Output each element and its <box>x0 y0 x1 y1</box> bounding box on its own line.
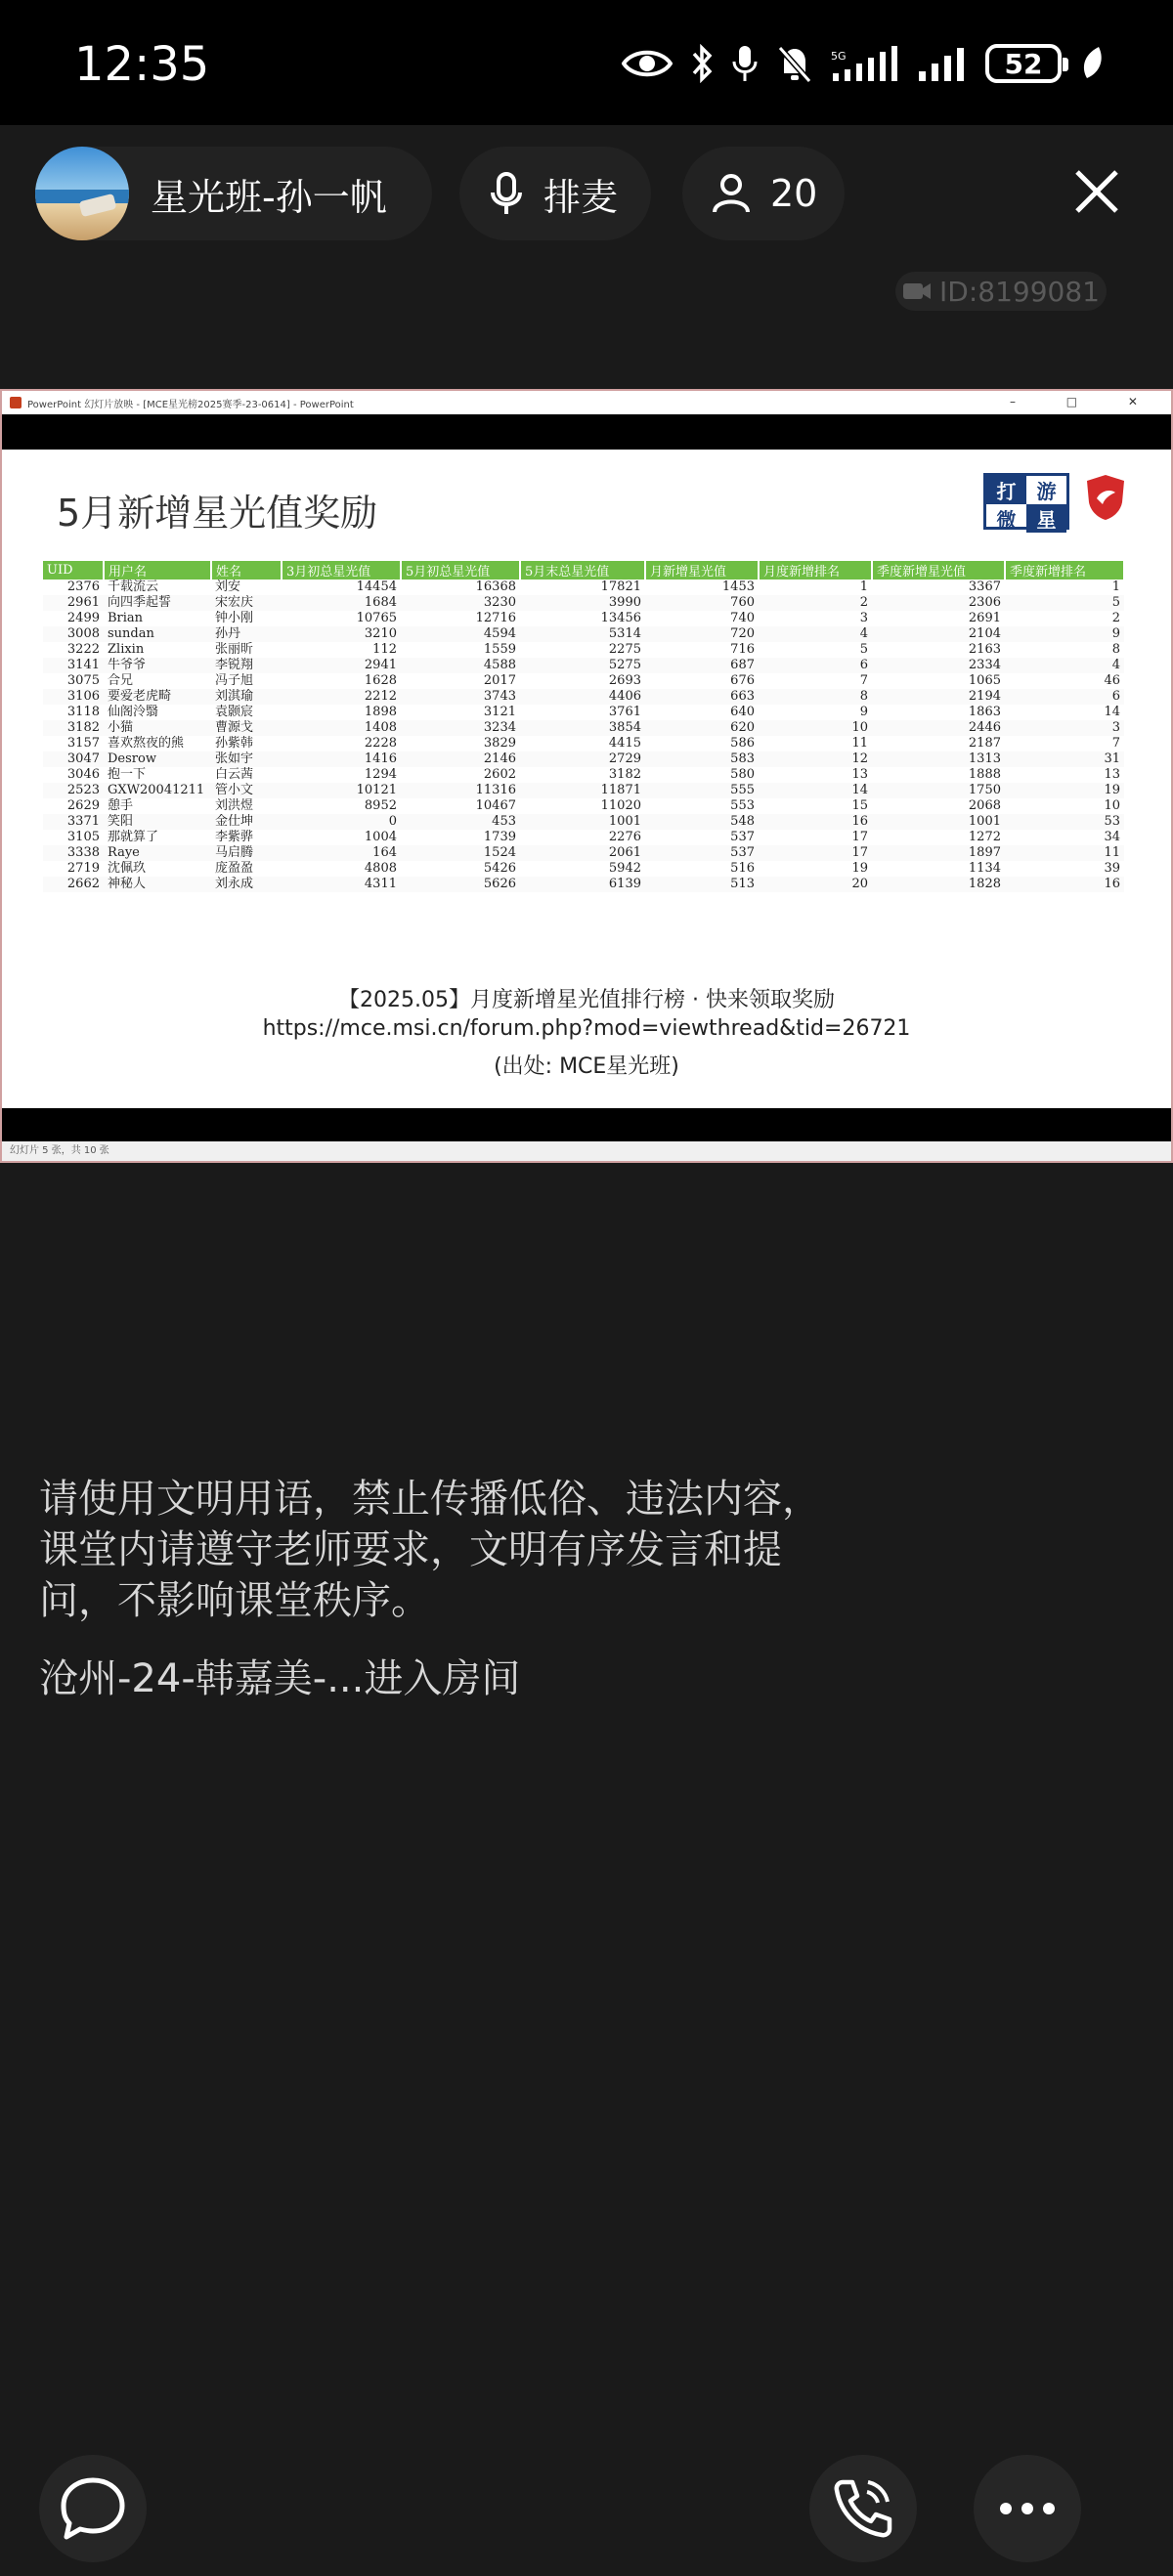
table-cell: 2961 <box>43 595 104 611</box>
table-cell: 1888 <box>968 767 1001 782</box>
table-cell: 2334 <box>872 658 1005 673</box>
table-cell: 牛爷爷 <box>104 658 211 673</box>
host-name: 星光班-孙一帆 <box>151 175 387 219</box>
table-cell: 19 <box>1005 783 1124 798</box>
table-cell: 11 <box>1005 845 1124 861</box>
table-cell: 2163 <box>968 642 1001 657</box>
table-cell: 孙紫韩 <box>215 736 254 751</box>
column-header: 季度新增排名 <box>1005 561 1124 580</box>
table-cell: 8 <box>1111 642 1120 657</box>
table-cell: 640 <box>730 705 755 719</box>
letterbox-bottom <box>2 1108 1171 1145</box>
caption-title: 【2025.05】月度新增星光值排行榜 · 快来领取奖励 <box>338 988 835 1012</box>
table-cell: 12 <box>759 751 872 767</box>
table-cell: 1739 <box>483 830 516 844</box>
table-cell: 14 <box>1104 705 1120 719</box>
table-cell: 2228 <box>364 736 397 751</box>
table-cell: 716 <box>730 642 755 657</box>
signal-icon <box>831 46 899 81</box>
table-cell: 17821 <box>600 580 641 594</box>
table-cell: 马启腾 <box>211 845 282 861</box>
table-cell: 3854 <box>520 720 645 736</box>
table-body <box>43 580 1124 892</box>
table-cell: 3047 <box>43 751 104 767</box>
mic-icon <box>489 171 524 216</box>
table-cell: 1134 <box>968 861 1001 876</box>
table-cell: 17 <box>851 830 868 844</box>
table-cell: 1 <box>1111 580 1120 594</box>
table-cell: 583 <box>645 751 759 767</box>
table-cell: Zlixin <box>108 642 145 657</box>
table-cell: 张如宇 <box>211 751 282 767</box>
table-cell: 4415 <box>608 736 641 751</box>
table-row <box>43 736 1124 751</box>
slide <box>2 450 1171 1108</box>
audience-count-button[interactable] <box>682 147 845 240</box>
table-cell: 李锐翔 <box>211 658 282 673</box>
table-row <box>43 798 1124 814</box>
table-cell: 46 <box>1104 673 1120 688</box>
table-row <box>43 626 1124 642</box>
table-cell: 2662 <box>43 877 104 892</box>
table-cell: 4 <box>1005 658 1124 673</box>
table-cell: 10 <box>1104 798 1120 813</box>
column-header: 月新增星光值 <box>645 561 759 580</box>
shared-screen[interactable] <box>0 389 1173 1163</box>
table-cell: 3990 <box>520 595 645 611</box>
table-cell: 2146 <box>401 751 520 767</box>
table-row <box>43 845 1124 861</box>
table-cell: 513 <box>645 877 759 892</box>
ppt-window-title: PowerPoint 幻灯片放映 - [MCE星光榜2025赛季-23-0614] - PowerPoint <box>27 399 354 410</box>
column-header: 用户名 <box>104 561 211 580</box>
table-cell: 4588 <box>401 658 520 673</box>
table-cell: 1313 <box>872 751 1005 767</box>
table-cell: 1559 <box>483 642 516 657</box>
table-cell: 3106 <box>43 689 104 705</box>
table-cell: 6 <box>1005 689 1124 705</box>
table-cell: 千载流云 <box>108 580 159 594</box>
table-cell: 合兄 <box>108 673 134 688</box>
table-cell: 2187 <box>968 736 1001 751</box>
table-cell: 曹源戈 <box>211 720 282 736</box>
table-cell: 3371 <box>43 814 104 830</box>
mic-queue-label: 排麦 <box>543 175 619 219</box>
table-cell: 20 <box>759 877 872 892</box>
table-cell: 憩手 <box>108 798 134 813</box>
table-cell: 2068 <box>968 798 1001 813</box>
chat-button[interactable] <box>39 2455 147 2562</box>
chat-bubble-icon <box>59 2476 127 2541</box>
table-cell: 5314 <box>520 626 645 642</box>
table-cell: 小猫 <box>104 720 211 736</box>
mic-icon <box>731 44 759 83</box>
table-cell: 676 <box>730 673 755 688</box>
table-row <box>43 751 1124 767</box>
table-row <box>43 689 1124 705</box>
table-cell: 1272 <box>968 830 1001 844</box>
table-cell: 2499 <box>66 611 100 625</box>
table-cell: 5626 <box>401 877 520 892</box>
table-cell: 6139 <box>520 877 645 892</box>
table-cell: 3121 <box>483 705 516 719</box>
table-cell: 仙阁泠翳 <box>108 705 159 719</box>
close-icon[interactable] <box>1069 164 1124 219</box>
table-cell: 13 <box>1104 767 1120 782</box>
table-cell: 3 <box>1005 720 1124 736</box>
table-cell: 1453 <box>721 580 755 594</box>
table-cell: 13456 <box>600 611 641 625</box>
table-cell: 管小文 <box>211 783 282 798</box>
table-row <box>43 705 1124 720</box>
table-row <box>43 767 1124 783</box>
table-cell: 620 <box>645 720 759 736</box>
table-cell: 3230 <box>401 595 520 611</box>
table-cell: 553 <box>730 798 755 813</box>
table-cell: 宋宏庆 <box>211 595 282 611</box>
svg-text:5G: 5G <box>831 50 847 63</box>
phone-call-icon <box>829 2474 897 2543</box>
table-cell: 3182 <box>608 767 641 782</box>
table-cell: 4311 <box>282 877 401 892</box>
eye-icon <box>622 47 673 80</box>
table-cell: 2376 <box>66 580 100 594</box>
table-cell: 11 <box>851 736 868 751</box>
powerpoint-icon <box>10 397 22 408</box>
table-cell: 抱一下 <box>108 767 147 782</box>
table-cell: 4406 <box>520 689 645 705</box>
table-row <box>43 861 1124 877</box>
user-icon <box>712 173 751 214</box>
room-id: ID:8199081 <box>939 275 1100 308</box>
column-header: 姓名 <box>211 561 282 580</box>
table-cell: 5275 <box>520 658 645 673</box>
avatar[interactable] <box>35 147 129 240</box>
table-cell: 刘安 <box>215 580 241 594</box>
table-cell: 53 <box>1005 814 1124 830</box>
table-cell: 2 <box>759 595 872 611</box>
table-cell: Brian <box>108 611 144 625</box>
more-icon <box>998 2502 1057 2515</box>
table-cell: 2523 <box>43 783 104 798</box>
column-header: 月度新增排名 <box>759 561 872 580</box>
table-cell: 10765 <box>356 611 397 625</box>
table-cell: 4 <box>759 626 872 642</box>
table-cell: 刘淇瑜 <box>211 689 282 705</box>
table-cell: 3 <box>859 611 868 625</box>
table-cell: 537 <box>730 830 755 844</box>
table-cell: 663 <box>645 689 759 705</box>
mute-bell-icon <box>776 44 813 83</box>
table-cell: 14454 <box>356 580 397 594</box>
table-cell: 39 <box>1104 861 1120 876</box>
table-cell: 14 <box>759 783 872 798</box>
table-cell: 16 <box>1005 877 1124 892</box>
table-cell: 3182 <box>43 720 104 736</box>
table-row <box>43 720 1124 736</box>
table-cell: 516 <box>730 861 755 876</box>
table-cell: 0 <box>282 814 401 830</box>
table-cell: 金仕坤 <box>211 814 282 830</box>
table-cell: 2941 <box>282 658 401 673</box>
table-cell: 刘永成 <box>211 877 282 892</box>
table-cell: 1628 <box>364 673 397 688</box>
table-cell: 3338 <box>43 845 104 861</box>
ppt-status-bar: 幻灯片 5 张，共 10 张 <box>2 1141 1171 1161</box>
table-cell: 12716 <box>475 611 516 625</box>
table-cell: 3118 <box>66 705 100 719</box>
table-cell: 112 <box>372 642 397 657</box>
table-cell: 2212 <box>282 689 401 705</box>
table-cell: 16368 <box>475 580 516 594</box>
table-cell: 5 <box>859 642 868 657</box>
table-cell: 2306 <box>872 595 1005 611</box>
table-cell: 9 <box>1005 626 1124 642</box>
table-cell: 刘洪煜 <box>215 798 254 813</box>
battery-icon: 52 <box>985 44 1062 83</box>
table-cell: 1001 <box>520 814 645 830</box>
table-cell: 3105 <box>66 830 100 844</box>
table-row <box>43 580 1124 595</box>
table-cell: 453 <box>401 814 520 830</box>
table-cell: 537 <box>645 845 759 861</box>
table-cell: 2729 <box>520 751 645 767</box>
table-header-row <box>43 561 1124 580</box>
table-cell: 3743 <box>401 689 520 705</box>
room-id-badge <box>895 272 1107 311</box>
table-cell: 3222 <box>66 642 100 657</box>
ranking-table <box>43 561 1125 892</box>
table-cell: 19 <box>851 861 868 876</box>
table-cell: 3367 <box>968 580 1001 594</box>
more-button[interactable] <box>974 2455 1081 2562</box>
table-cell: sundan <box>104 626 211 642</box>
table-cell: 6 <box>759 658 872 673</box>
window-controls: – □ ✕ <box>1009 395 1161 408</box>
table-cell: 2693 <box>608 673 641 688</box>
status-icons <box>622 39 1105 88</box>
table-cell: 2446 <box>872 720 1005 736</box>
table-cell: 740 <box>730 611 755 625</box>
host-profile[interactable] <box>35 147 432 240</box>
table-cell: 2629 <box>66 798 100 813</box>
table-cell: 1684 <box>282 595 401 611</box>
table-cell: 555 <box>645 783 759 798</box>
table-cell: 向四季起誓 <box>104 595 211 611</box>
table-row <box>43 877 1124 892</box>
table-cell: 1524 <box>401 845 520 861</box>
table-cell: 那就算了 <box>108 830 159 844</box>
column-header: UID <box>43 561 104 580</box>
table-cell: 3157 <box>66 736 100 751</box>
table-row <box>43 658 1124 673</box>
game-logo: 打 游 微 星 <box>983 473 1069 530</box>
table-cell: 5426 <box>483 861 516 876</box>
table-cell: 8 <box>759 689 872 705</box>
table-cell: 8952 <box>364 798 397 813</box>
table-cell: Desrow <box>104 751 211 767</box>
table-cell: 11316 <box>401 783 520 798</box>
table-cell: 3761 <box>608 705 641 719</box>
status-bar <box>0 0 1173 125</box>
enter-room-message: 沧州-24-韩嘉美-...进入房间 <box>39 1656 521 1701</box>
table-cell: 17 <box>759 845 872 861</box>
table-row <box>43 814 1124 830</box>
table-cell: 神秘人 <box>104 877 211 892</box>
table-cell: 4808 <box>364 861 397 876</box>
table-cell: 李紫骅 <box>215 830 254 844</box>
table-cell: 2104 <box>872 626 1005 642</box>
letterbox-top <box>2 414 1171 450</box>
caption-url: https://mce.msi.cn/forum.php?mod=viewthread&tid=26721 <box>262 1016 911 1041</box>
table-cell: 5942 <box>608 861 641 876</box>
table-cell: 3075 <box>66 673 100 688</box>
table-cell: 1065 <box>968 673 1001 688</box>
table-cell: 2276 <box>608 830 641 844</box>
table-cell: 13 <box>851 767 868 782</box>
table-cell: 喜欢熬夜的熊 <box>108 736 185 751</box>
table-cell: 9 <box>859 705 868 719</box>
table-cell: 11871 <box>520 783 645 798</box>
table-cell: 冯子旭 <box>215 673 254 688</box>
table-row <box>43 595 1124 611</box>
table-row <box>43 783 1124 798</box>
column-header: 季度新增星光值 <box>872 561 1005 580</box>
column-header: 3月初总星光值 <box>282 561 401 580</box>
mic-queue-button[interactable] <box>459 147 651 240</box>
table-cell: 10121 <box>282 783 401 798</box>
table-cell: 袁颢宸 <box>215 705 254 719</box>
table-cell: 4594 <box>401 626 520 642</box>
table-cell: 2 <box>1111 611 1120 625</box>
table-cell: 5 <box>1005 595 1124 611</box>
table-cell: 1750 <box>872 783 1005 798</box>
ppt-window-titlebar <box>2 391 1171 414</box>
table-cell: 31 <box>1005 751 1124 767</box>
caption-source: (出处: MCE星光班) <box>494 1054 679 1079</box>
room-notice: 请使用文明用语，禁止传播低俗、违法内容，课堂内请遵守老师要求，文明有序发言和提问，不影响课堂秩序。 <box>39 1477 821 1623</box>
call-button[interactable] <box>809 2455 917 2562</box>
table-cell: 庞盈盈 <box>215 861 254 876</box>
table-cell: 2194 <box>872 689 1005 705</box>
leaf-icon <box>1079 45 1105 82</box>
table-cell: 要爱老虎畸 <box>104 689 211 705</box>
table-cell: 720 <box>645 626 759 642</box>
column-header: 5月末总星光值 <box>520 561 645 580</box>
msi-shield-logo <box>1085 473 1126 522</box>
table-cell: 2061 <box>520 845 645 861</box>
table-cell: 钟小刚 <box>215 611 254 625</box>
table-cell: 1294 <box>364 767 397 782</box>
table-cell: 1897 <box>872 845 1005 861</box>
slide-title: 5月新增星光值奖励 <box>57 492 378 535</box>
table-cell: 15 <box>851 798 868 813</box>
table-row <box>43 830 1124 845</box>
table-cell: 3829 <box>483 736 516 751</box>
table-cell: 1408 <box>282 720 401 736</box>
table-cell: 2602 <box>483 767 516 782</box>
table-cell: 1828 <box>872 877 1005 892</box>
clock: 12:35 <box>74 37 210 92</box>
table-cell: 16 <box>759 814 872 830</box>
table-cell: 2275 <box>608 642 641 657</box>
table-cell: 7 <box>859 673 868 688</box>
table-cell: 687 <box>645 658 759 673</box>
table-cell: 34 <box>1104 830 1120 844</box>
table-cell: 1416 <box>282 751 401 767</box>
bluetooth-icon <box>690 44 714 83</box>
signal-icon <box>917 46 968 81</box>
table-cell: 1898 <box>364 705 397 719</box>
table-cell: 1001 <box>872 814 1005 830</box>
table-row <box>43 673 1124 689</box>
table-cell: 1004 <box>364 830 397 844</box>
table-cell: 2691 <box>968 611 1001 625</box>
table-row <box>43 611 1124 626</box>
table-row <box>43 642 1124 658</box>
video-icon <box>902 280 932 302</box>
table-cell: 笑阳 <box>104 814 211 830</box>
table-cell: 白云茜 <box>215 767 254 782</box>
table-cell: 580 <box>730 767 755 782</box>
table-cell: GXW20041211 <box>104 783 211 798</box>
table-cell: 孙丹 <box>211 626 282 642</box>
table-cell: 586 <box>730 736 755 751</box>
table-cell: 11020 <box>600 798 641 813</box>
table-cell: 10467 <box>475 798 516 813</box>
table-cell: 2719 <box>66 861 100 876</box>
table-cell: Raye <box>104 845 211 861</box>
table-cell: 3046 <box>66 767 100 782</box>
table-cell: 沈佩玖 <box>108 861 147 876</box>
table-cell: 164 <box>282 845 401 861</box>
table-cell: 548 <box>645 814 759 830</box>
audience-count: 20 <box>770 172 818 215</box>
table-cell: 张丽昕 <box>215 642 254 657</box>
table-cell: 2017 <box>483 673 516 688</box>
table-cell: 760 <box>645 595 759 611</box>
table-cell: 3141 <box>43 658 104 673</box>
table-cell: 3210 <box>282 626 401 642</box>
table-cell: 3008 <box>43 626 104 642</box>
column-header: 5月初总星光值 <box>401 561 520 580</box>
table-cell: 7 <box>1111 736 1120 751</box>
table-cell: 3234 <box>401 720 520 736</box>
table-cell: 1863 <box>968 705 1001 719</box>
table-cell: 1 <box>859 580 868 594</box>
table-cell: 10 <box>759 720 872 736</box>
